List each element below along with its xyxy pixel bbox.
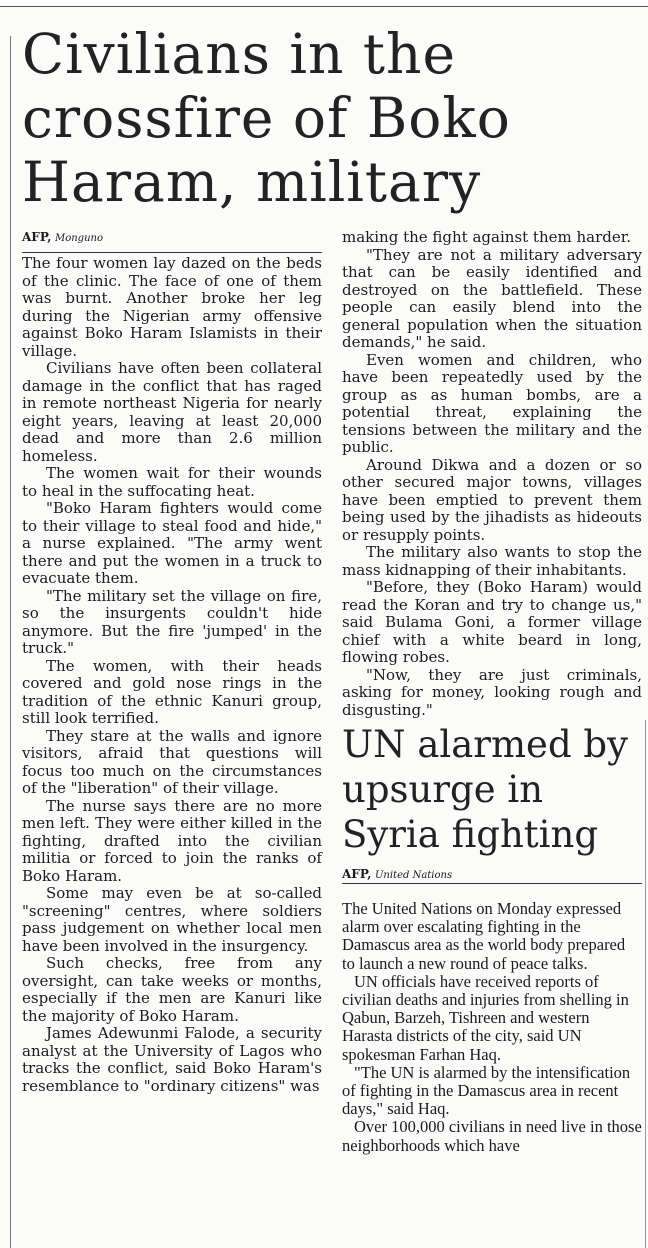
paragraph: "Before, they (Boko Haram) would read the Koran and try to change us," said Bulama Goni, a former village chief with a white beard in long, flowing robes.	[342, 578, 642, 666]
paragraph: UN officials have received reports of civilian deaths and injuries from shelling in Qabun, Barzeh, Tishreen and western Harasta districts of the city, said UN spokesman Farhan Haq.	[342, 971, 629, 1064]
paragraph: The United Nations on Monday expressed alarm over escalating fighting in the Damascus area as the world body prepared to launch a new round of peace talks.	[342, 899, 626, 973]
main-dateline	[22, 230, 322, 244]
paragraph: The women wait for their wounds to heal in the suffocating heat.	[22, 464, 322, 500]
paragraph: Around Dikwa and a dozen or so other secured major towns, villages have been emptied to prevent them being used by the jihadists as hideouts or resupply points.	[342, 455, 642, 544]
paragraph: Over 100,000 civilians in need live in those neighborhoods which have	[342, 1117, 642, 1155]
paragraph: making the fight against them harder.	[342, 228, 632, 246]
top-rule	[0, 6, 648, 7]
paragraph: The four women lay dazed on the beds of the clinic. The face of one of them was burnt. Another broke her leg during the Nigerian army offensive against Boko Haram Islamists in their village.	[22, 254, 322, 360]
paragraph: Even women and children, who have been repeatedly used by the group as as human bombs, are a potential threat, explaining the tensions between the military and the public.	[342, 350, 642, 456]
column-rule-left	[10, 36, 11, 1248]
paragraph: "The UN is alarmed by the intensification of fighting in the Damascus area in recent days," said Haq.	[342, 1062, 631, 1119]
second-story-body	[342, 900, 642, 1155]
paragraph: "The military set the village on fire, so the insurgents couldn't hide anymore. But the fire 'jumped' in the truck."	[22, 586, 322, 657]
paragraph: Such checks, free from any oversight, can take weeks or months, especially if the men are Kanuri like the majority of Boko Haram.	[22, 954, 322, 1025]
paragraph: Some may even be at so-called "screening" centres, where soldiers pass judgement on whether local men have been involved in the insurgency.	[22, 884, 322, 955]
paragraph: They stare at the walls and ignore visitors, afraid that questions will focus too much on the circumstances of the "liberation" of their village.	[22, 726, 322, 797]
paragraph: The nurse says there are no more men left. They were either killed in the fighting, drafted into the civilian militia or forced to join the ranks of Boko Haram.	[22, 796, 322, 885]
main-place: Monguno	[54, 233, 103, 244]
main-agency: AFP,	[22, 230, 52, 244]
main-headline: Civilians in the crossfire of Boko Haram, military	[22, 22, 511, 214]
paragraph: The military also wants to stop the mass kidnapping of their inhabitants.	[342, 543, 642, 579]
second-place: United Nations	[374, 870, 453, 881]
dateline-rule	[22, 252, 322, 253]
main-story-column-2	[342, 229, 642, 1155]
paragraph: James Adewunmi Falode, a security analyst at the University of Lagos who tracks the conflict, said Boko Haram's resemblance to "ordinary citizens" was	[22, 1024, 322, 1095]
second-agency: AFP,	[342, 867, 372, 881]
paragraph: The women, with their heads covered and gold nose rings in the tradition of the ethnic Kanuri group, still look terrified.	[22, 656, 322, 727]
second-headline: UN alarmed by upsurge in Syria fighting	[342, 723, 628, 856]
main-story-column-1	[22, 230, 322, 1095]
paragraph: Civilians have often been collateral damage in the conflict that has raged in remote northeast Nigeria for nearly eight years, leaving at least 20,000 dead and more than 2.6 million homeless.	[22, 359, 322, 465]
column-rule-right	[645, 720, 646, 1248]
paragraph: "Now, they are just criminals, asking for money, looking rough and disgusting."	[342, 665, 642, 719]
paragraph: "They are not a military adversary that can be easily identified and destroyed on the battlefield. These people can easily blend into the general population when the situation demands," he said.	[342, 245, 642, 351]
second-dateline	[342, 867, 642, 884]
paragraph: "Boko Haram fighters would come to their village to steal food and hide," a nurse explained. "The army went there and put the women in a truck to evacuate them.	[22, 499, 322, 587]
